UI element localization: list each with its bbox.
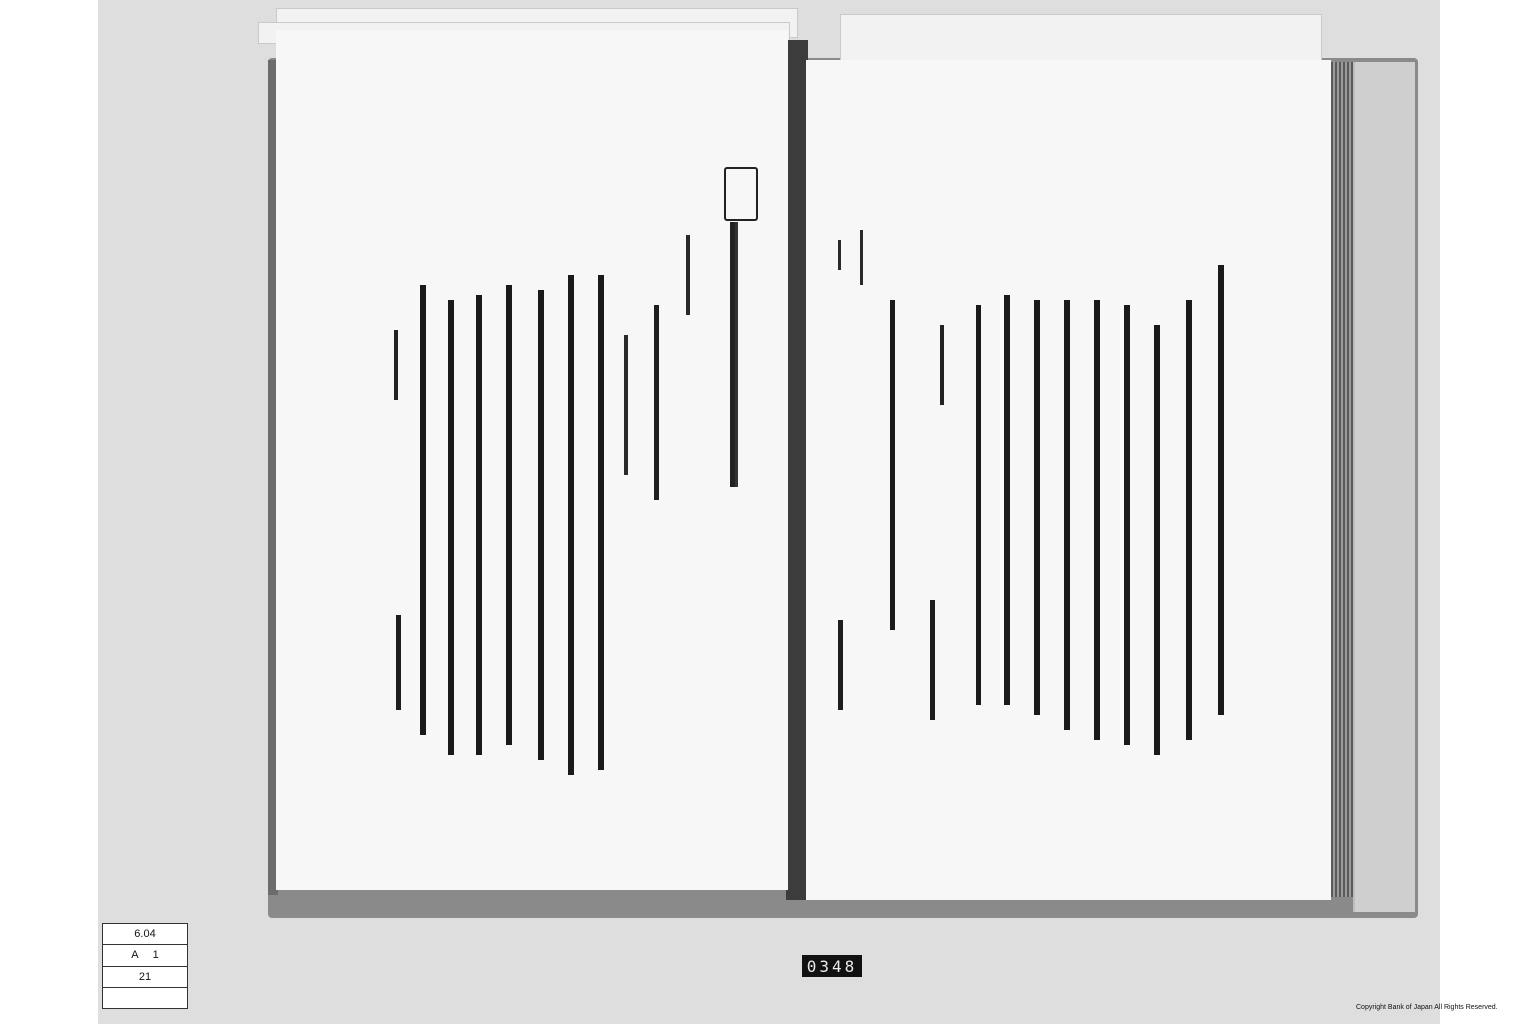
handwritten-column <box>976 305 981 705</box>
handwritten-signature <box>396 615 401 710</box>
copyright-notice: Copyright Bank of Japan All Rights Reserved. <box>1356 1004 1498 1011</box>
handwritten-column <box>568 275 574 775</box>
handwritten-column <box>1124 305 1130 745</box>
left-page <box>276 30 788 890</box>
handwritten-column <box>686 235 690 315</box>
handwritten-column <box>654 305 659 500</box>
handwritten-column <box>394 330 398 400</box>
handwritten-signature <box>930 600 935 720</box>
seal-stamp <box>724 167 758 221</box>
handwritten-column <box>1004 295 1010 705</box>
handwritten-column <box>1154 325 1160 755</box>
handwritten-column <box>1094 300 1100 740</box>
handwritten-column <box>730 222 738 487</box>
handwritten-column <box>448 300 454 755</box>
label-line-2-left: A <box>131 949 139 962</box>
handwritten-signature <box>838 620 843 710</box>
handwritten-column <box>598 275 604 770</box>
label-line-3: 21 <box>138 970 152 983</box>
scan-background <box>98 0 1440 1024</box>
back-cover <box>1353 62 1415 912</box>
handwritten-column <box>420 285 426 735</box>
handwritten-column <box>1064 300 1070 730</box>
handwritten-column <box>624 335 628 475</box>
book-spine <box>786 40 808 900</box>
label-line-1: 6.04 <box>134 928 156 941</box>
handwritten-column <box>1186 300 1192 740</box>
handwritten-column <box>476 295 482 755</box>
archive-label-card <box>102 923 188 1009</box>
handwritten-column <box>1218 265 1224 715</box>
handwritten-column <box>506 285 512 745</box>
handwritten-column <box>538 290 544 760</box>
handwritten-column <box>860 230 863 285</box>
handwritten-column <box>890 300 895 630</box>
handwritten-column <box>940 325 944 405</box>
handwritten-column <box>1034 300 1040 715</box>
paper-slip <box>840 14 1322 66</box>
frame-number: 0348 <box>802 955 862 977</box>
handwritten-column <box>838 240 841 270</box>
label-line-2-right: 1 <box>152 949 159 962</box>
